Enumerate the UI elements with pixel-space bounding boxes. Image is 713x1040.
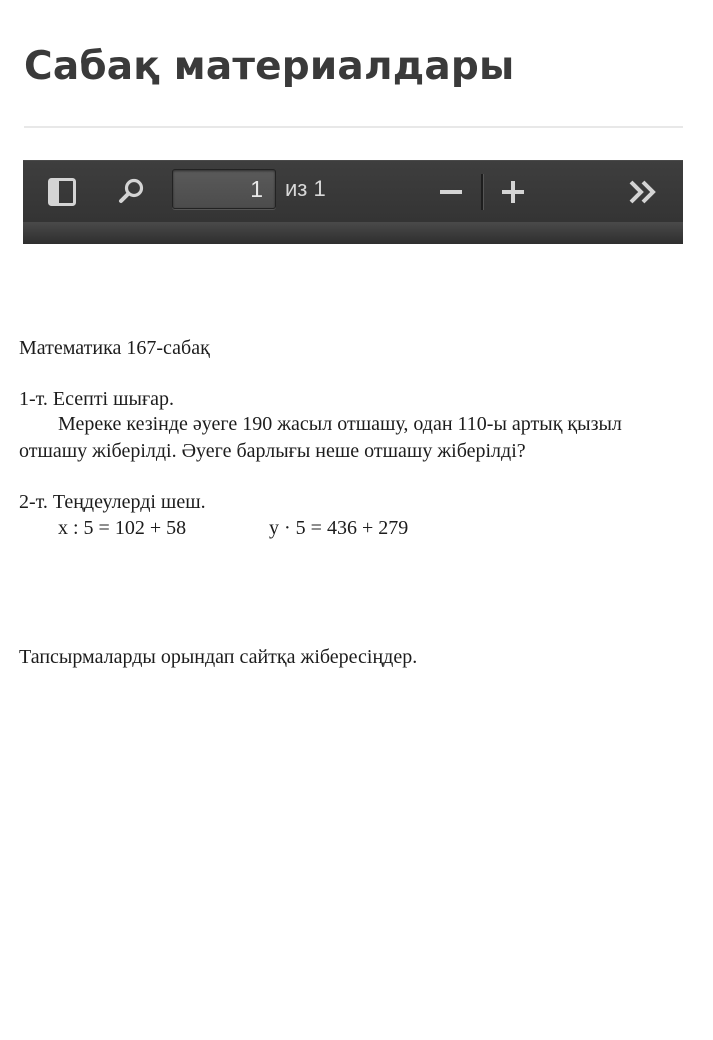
sidebar-toggle-icon: [47, 177, 77, 207]
pdf-viewer-toolbar: [23, 160, 683, 222]
search-icon: [116, 177, 146, 207]
search-button[interactable]: [113, 174, 149, 210]
equation-1: x : 5 = 102 + 58: [58, 517, 187, 539]
zoom-out-button[interactable]: [433, 174, 469, 210]
task2-title: 2-т. Теңдеулерді шеш.: [19, 491, 206, 513]
zoom-divider: [481, 174, 483, 210]
sidebar-toggle-button[interactable]: [45, 175, 79, 209]
document-heading: Математика 167-сабақ: [19, 337, 210, 359]
equation-2: y · 5 = 436 + 279: [269, 517, 409, 539]
double-chevron-right-icon: [626, 178, 660, 206]
pdf-viewer-toolbar-shadow: [23, 222, 683, 244]
plus-icon: [499, 178, 527, 206]
pdf-page: [0, 244, 713, 1040]
task1-line1: Мереке кезінде әуеге 190 жасыл отшашу, одан 110-ы артық қызыл: [58, 413, 622, 435]
minus-icon: [437, 178, 465, 206]
more-tools-button[interactable]: [623, 174, 663, 210]
title-divider: [24, 126, 683, 128]
closing-note: Тапсырмаларды орындап сайтқа жібересіңдер.: [19, 646, 418, 668]
page-title: Сабақ материалдары: [24, 44, 515, 89]
task1-title: 1-т. Есепті шығар.: [19, 388, 175, 410]
page-count-label: из 1: [285, 176, 326, 201]
task1-line2: отшашу жіберілді. Әуеге барлығы неше отшашу жіберілді?: [19, 440, 526, 462]
zoom-in-button[interactable]: [495, 174, 531, 210]
page-number-input[interactable]: [172, 169, 276, 209]
